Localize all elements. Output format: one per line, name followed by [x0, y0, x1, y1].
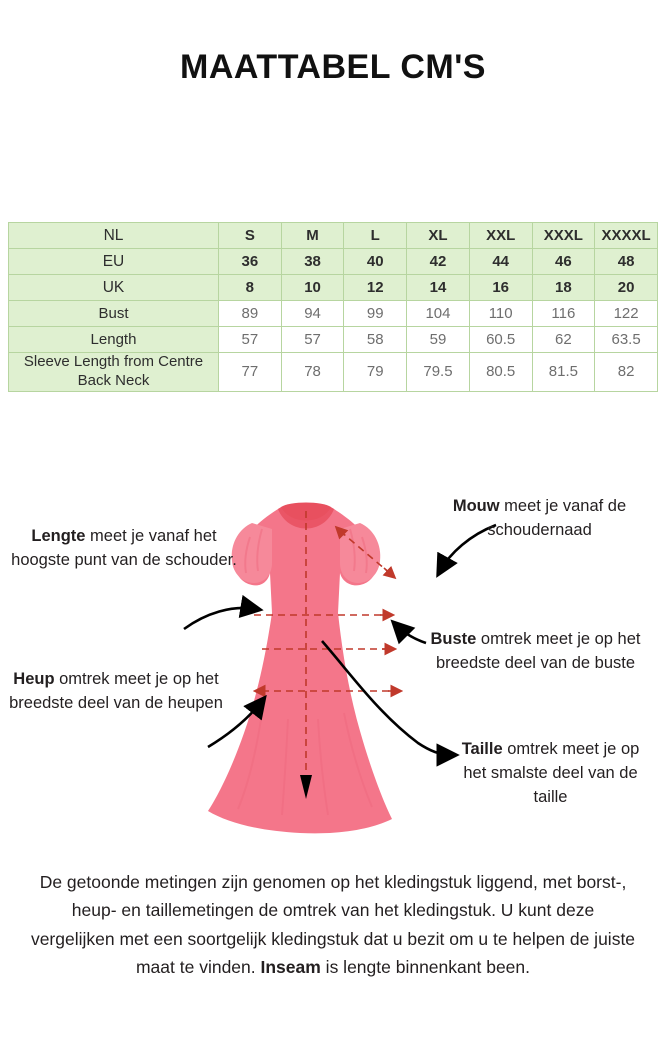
callout-buste-label: Buste [430, 630, 477, 648]
table-cell: 60.5 [469, 327, 532, 353]
callout-lengte-text: meet je vanaf het hoogste punt van de schouder. [11, 527, 237, 569]
page-title: MAATTABEL CM'S [180, 48, 486, 86]
table-row [9, 275, 658, 301]
table-cell: 10 [281, 275, 344, 301]
callout-mouw [432, 495, 647, 543]
footer-note [28, 868, 638, 981]
table-cell: 122 [595, 301, 658, 327]
table-cell: 18 [532, 275, 595, 301]
table-cell: 57 [281, 327, 344, 353]
row-label: EU [9, 249, 219, 275]
table-cell: XXXXL [595, 223, 658, 249]
table-cell: 81.5 [532, 353, 595, 392]
table-cell: XL [407, 223, 470, 249]
size-table-container [8, 222, 658, 392]
callout-buste [428, 628, 643, 676]
table-cell: 20 [595, 275, 658, 301]
measurement-illustration [0, 463, 666, 853]
table-cell: 110 [469, 301, 532, 327]
table-row [9, 223, 658, 249]
table-cell: 62 [532, 327, 595, 353]
callout-taille [448, 738, 653, 810]
table-cell: 78 [281, 353, 344, 392]
callout-taille-label: Taille [461, 740, 503, 758]
table-cell: 94 [281, 301, 344, 327]
table-cell: 59 [407, 327, 470, 353]
table-cell: 40 [344, 249, 407, 275]
size-table [8, 222, 658, 392]
table-cell: 44 [469, 249, 532, 275]
table-cell: 99 [344, 301, 407, 327]
callout-lengte [8, 525, 240, 573]
callout-mouw-text: meet je vanaf de schoudernaad [487, 497, 627, 539]
table-cell: 16 [469, 275, 532, 301]
table-cell: 42 [407, 249, 470, 275]
table-cell: 12 [344, 275, 407, 301]
table-cell: 8 [219, 275, 282, 301]
table-row [9, 353, 658, 392]
table-cell: 77 [219, 353, 282, 392]
table-cell: 116 [532, 301, 595, 327]
table-cell: 14 [407, 275, 470, 301]
footer-text-part2: is lengte binnenkant been. [320, 957, 531, 978]
table-cell: 57 [219, 327, 282, 353]
row-label: Bust [9, 301, 219, 327]
footer-text-part1: De getoonde metingen zijn genomen op het kledingstuk liggend, met borst-, heup- en taillemetingen de omtrek van het kledingstuk. U kunt deze vergelijken met een soortgelijk kledingstuk dat u bezit om u te helpen de juiste maat te vinden. [30, 872, 636, 978]
table-cell: S [219, 223, 282, 249]
callout-heup-text: omtrek meet je op het breedste deel van de heupen [9, 670, 223, 712]
table-cell: 82 [595, 353, 658, 392]
table-cell: 104 [407, 301, 470, 327]
row-label: Length [9, 327, 219, 353]
callout-mouw-label: Mouw [452, 497, 500, 515]
table-cell: XXL [469, 223, 532, 249]
row-label: Sleeve Length from Centre Back Neck [9, 353, 219, 392]
table-row [9, 249, 658, 275]
table-cell: L [344, 223, 407, 249]
table-cell: XXXL [532, 223, 595, 249]
callout-buste-text: omtrek meet je op het breedste deel van de buste [435, 630, 641, 672]
table-cell: 89 [219, 301, 282, 327]
table-row [9, 327, 658, 353]
callout-heup [6, 668, 226, 716]
callout-taille-text: omtrek meet je op het smalste deel van de taille [463, 740, 640, 806]
footer-inseam-label: Inseam [260, 957, 321, 978]
table-row [9, 301, 658, 327]
table-cell: 46 [532, 249, 595, 275]
table-cell: M [281, 223, 344, 249]
table-cell: 36 [219, 249, 282, 275]
table-cell: 63.5 [595, 327, 658, 353]
callout-heup-label: Heup [13, 670, 55, 688]
table-cell: 79 [344, 353, 407, 392]
callout-lengte-label: Lengte [31, 527, 86, 545]
row-label: NL [9, 223, 219, 249]
table-cell: 79.5 [407, 353, 470, 392]
table-cell: 38 [281, 249, 344, 275]
table-cell: 80.5 [469, 353, 532, 392]
table-cell: 48 [595, 249, 658, 275]
table-cell: 58 [344, 327, 407, 353]
row-label: UK [9, 275, 219, 301]
